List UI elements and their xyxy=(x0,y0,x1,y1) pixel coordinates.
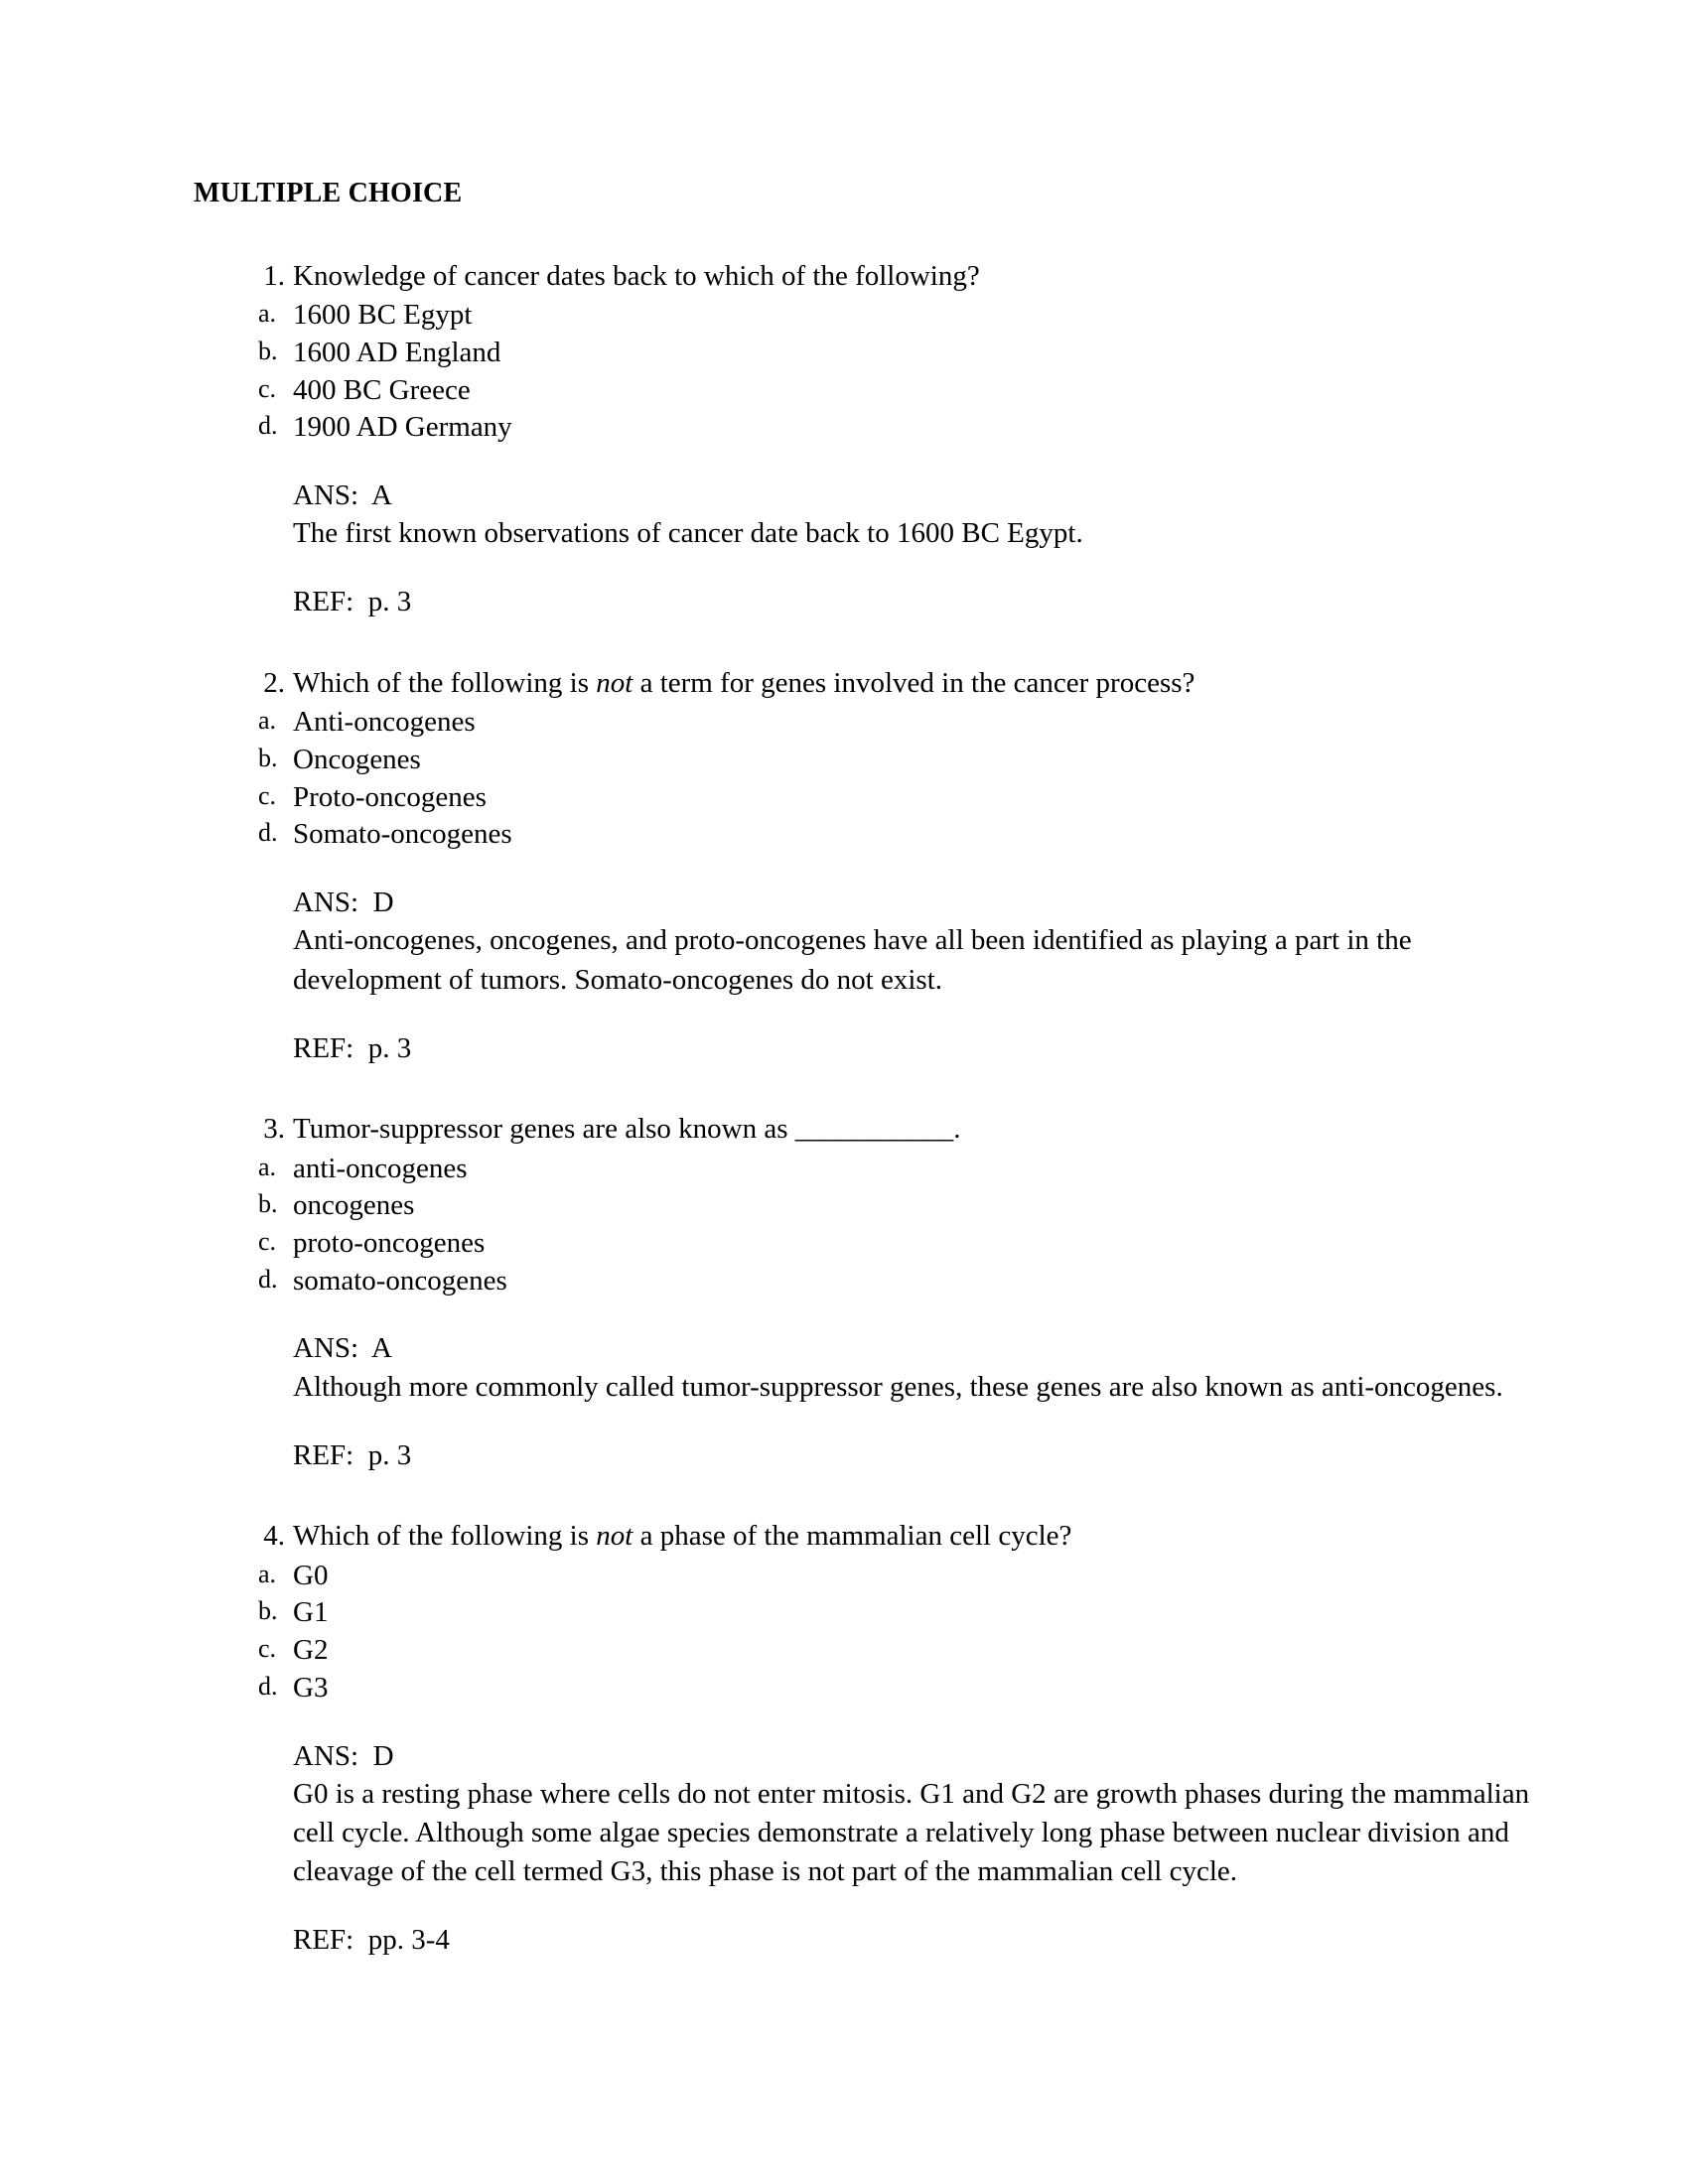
question-list xyxy=(149,258,1539,1960)
answer-key: ANS: A xyxy=(293,1332,392,1365)
option-text: 1600 BC Egypt xyxy=(293,299,473,332)
option-letter: d. xyxy=(258,411,278,441)
option-text: Proto-oncogenes xyxy=(293,780,487,813)
answer-option-2-c[interactable] xyxy=(149,779,1539,817)
answer-options xyxy=(149,1558,1539,1707)
option-text: Anti-oncogenes xyxy=(293,706,476,739)
option-letter: c. xyxy=(258,1634,277,1664)
stem-emphasis: not xyxy=(596,666,633,699)
option-letter: d. xyxy=(258,1671,278,1701)
question-number: 1. xyxy=(263,259,285,292)
answer-option-1-a[interactable] xyxy=(149,297,1539,335)
answer-option-4-c[interactable] xyxy=(149,1632,1539,1670)
answer-group xyxy=(149,477,1539,553)
question-number: 2. xyxy=(263,666,285,699)
question-stem-text xyxy=(293,260,980,292)
option-letter: b. xyxy=(258,336,278,365)
answer-group xyxy=(149,1737,1539,1892)
option-letter: c. xyxy=(258,780,277,810)
question-stem xyxy=(149,1111,1539,1149)
option-text: oncogenes xyxy=(293,1189,415,1222)
option-letter: b. xyxy=(258,1596,278,1626)
option-letter: b. xyxy=(258,744,278,773)
answer-option-3-c[interactable] xyxy=(149,1225,1539,1263)
answer-option-3-d[interactable] xyxy=(149,1263,1539,1300)
answer-option-2-a[interactable] xyxy=(149,704,1539,742)
option-letter: a. xyxy=(258,1152,277,1181)
option-letter: b. xyxy=(258,1189,278,1219)
answer-option-3-b[interactable] xyxy=(149,1187,1539,1225)
stem-post-text: a term for genes involved in the cancer process? xyxy=(633,666,1196,699)
option-letter: d. xyxy=(258,1264,278,1294)
answer-option-4-d[interactable] xyxy=(149,1670,1539,1707)
stem-pre-text: Which of the following is xyxy=(293,1520,597,1553)
answer-options xyxy=(149,297,1539,447)
reference-line: REF: p. 3 xyxy=(293,586,412,618)
answer-options xyxy=(149,1151,1539,1300)
answer-group xyxy=(149,1329,1539,1406)
option-text: G2 xyxy=(293,1634,329,1667)
option-text: proto-oncogenes xyxy=(293,1227,486,1260)
option-letter: a. xyxy=(258,1559,277,1588)
answer-key: ANS: D xyxy=(293,887,394,919)
option-text: G3 xyxy=(293,1671,329,1704)
option-text: G1 xyxy=(293,1596,329,1629)
option-letter: d. xyxy=(258,818,278,848)
question-stem-text xyxy=(293,1520,1071,1552)
question-number: 3. xyxy=(263,1112,285,1145)
reference-line: REF: pp. 3-4 xyxy=(293,1924,450,1957)
answer-rationale: Anti-oncogenes, oncogenes, and proto-oncogenes have all been identified as playing a part in the development of tumors. Somato-oncogenes do not exist. xyxy=(293,924,1412,996)
stem-pre-text: Knowledge of cancer dates back to which of the following? xyxy=(293,259,980,292)
option-text: 1600 AD England xyxy=(293,336,501,368)
question-block xyxy=(149,665,1539,1067)
answer-option-1-b[interactable] xyxy=(149,335,1539,372)
option-text: G0 xyxy=(293,1559,329,1591)
option-letter: a. xyxy=(258,299,277,329)
question-number: 4. xyxy=(263,1520,285,1553)
option-text: Somato-oncogenes xyxy=(293,818,512,851)
answer-option-2-b[interactable] xyxy=(149,742,1539,779)
question-stem-text xyxy=(293,1113,961,1145)
option-text: somato-oncogenes xyxy=(293,1264,507,1297)
question-block xyxy=(149,1518,1539,1959)
stem-pre-text: Tumor-suppressor genes are also known as xyxy=(293,1112,795,1145)
reference-line: REF: p. 3 xyxy=(293,1438,412,1471)
stem-post-text: a phase of the mammalian cell cycle? xyxy=(633,1520,1072,1553)
question-stem xyxy=(149,665,1539,703)
question-stem-text xyxy=(293,667,1195,699)
stem-pre-text: Which of the following is xyxy=(293,666,597,699)
option-text: anti-oncogenes xyxy=(293,1152,468,1184)
option-text: Oncogenes xyxy=(293,744,421,776)
answer-option-3-a[interactable] xyxy=(149,1151,1539,1188)
option-letter: c. xyxy=(258,1227,277,1257)
answer-rationale: The first known observations of cancer date back to 1600 BC Egypt. xyxy=(293,517,1083,550)
answer-option-4-b[interactable] xyxy=(149,1594,1539,1632)
answer-option-2-d[interactable] xyxy=(149,816,1539,854)
option-text: 1900 AD Germany xyxy=(293,411,512,444)
stem-emphasis: not xyxy=(596,1520,633,1553)
answer-option-1-c[interactable] xyxy=(149,372,1539,410)
answer-group xyxy=(149,884,1539,1000)
question-block xyxy=(149,1111,1539,1474)
stem-post-text: ___________. xyxy=(794,1112,961,1145)
reference-line: REF: p. 3 xyxy=(293,1031,412,1064)
answer-option-4-a[interactable] xyxy=(149,1558,1539,1595)
answer-key: ANS: D xyxy=(293,1739,394,1772)
question-stem xyxy=(149,258,1539,296)
option-text: 400 BC Greece xyxy=(293,373,471,406)
answer-options xyxy=(149,704,1539,854)
answer-option-1-d[interactable] xyxy=(149,409,1539,447)
option-letter: c. xyxy=(258,373,277,403)
page-title: MULTIPLE CHOICE xyxy=(194,178,463,208)
answer-rationale: Although more commonly called tumor-suppressor genes, these genes are also known as anti-oncogenes. xyxy=(293,1370,1503,1403)
answer-rationale: G0 is a resting phase where cells do not enter mitosis. G1 and G2 are growth phases during the mammalian cell cycle. Although some algae species demonstrate a relatively long phase between nuclear division and cleavage of the cell termed G3, this phase is not part of the mammalian cell cycle. xyxy=(293,1777,1530,1888)
answer-key: ANS: A xyxy=(293,479,392,512)
question-stem xyxy=(149,1518,1539,1556)
question-block xyxy=(149,258,1539,621)
option-letter: a. xyxy=(258,706,277,736)
